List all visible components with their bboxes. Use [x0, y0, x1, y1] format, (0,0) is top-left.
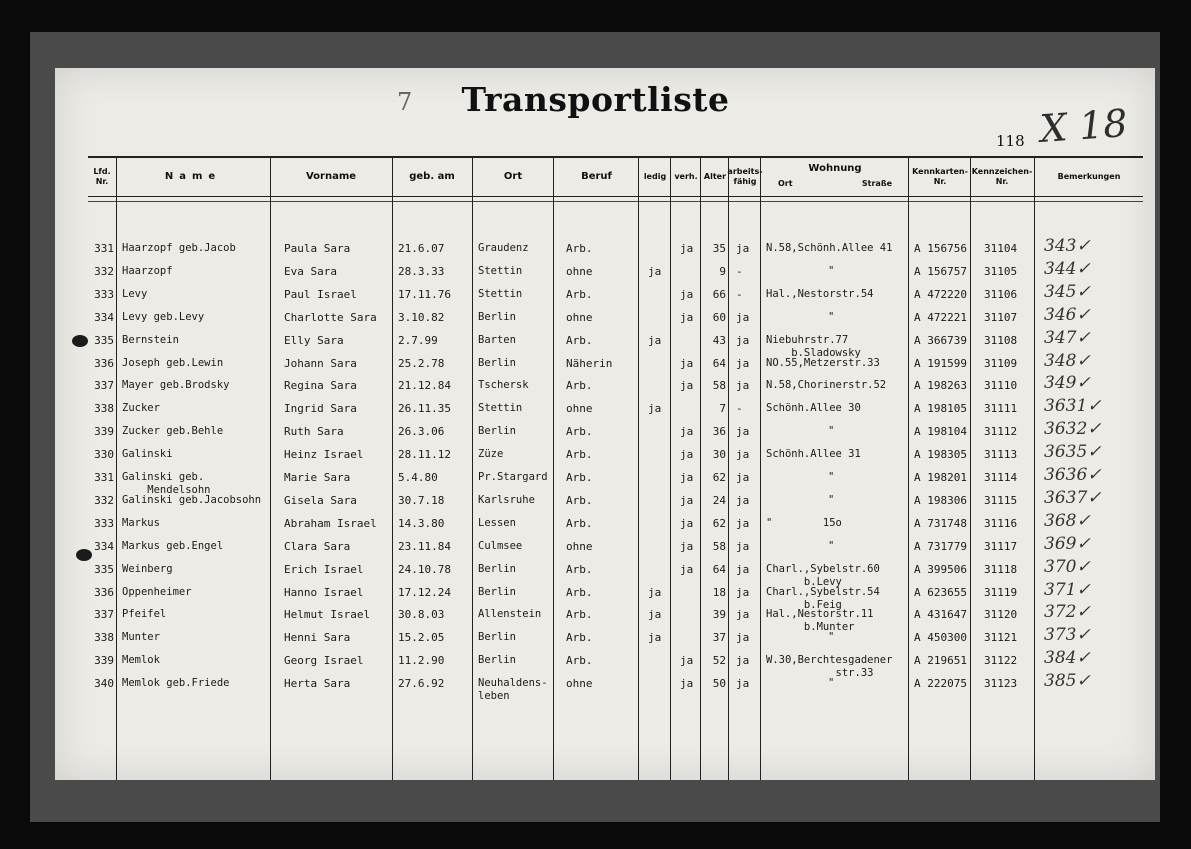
- row-name: Memlok geb.Friede: [122, 677, 230, 689]
- row-age: 64: [712, 357, 726, 370]
- row-birthdate: 23.11.84: [398, 540, 451, 553]
- row-number: 332: [94, 494, 114, 507]
- row-identifier-number: 31104: [984, 242, 1018, 255]
- row-birthplace: Berlin: [478, 311, 516, 323]
- page-number: 118: [996, 132, 1025, 150]
- row-fit-for-work: ja: [736, 608, 750, 621]
- row-remark-handwritten: 3635✓: [1044, 442, 1102, 462]
- row-name: Pfeifel: [122, 608, 167, 620]
- header-geb-am: geb. am: [409, 170, 455, 182]
- header-double-rule: [88, 201, 1143, 202]
- row-identifier-number: 31107: [984, 311, 1018, 324]
- header-kennkarten-nr: Kennkarten- Nr.: [912, 167, 968, 186]
- row-birthplace: Lessen: [478, 517, 516, 529]
- row-identifier-number: 31108: [984, 334, 1018, 347]
- row-remark-handwritten: 3636✓: [1044, 465, 1102, 485]
- row-married: ja: [680, 311, 694, 324]
- header-wohnung: [762, 158, 908, 196]
- row-name: Oppenheimer: [122, 586, 192, 598]
- header-alter: Alter: [703, 172, 727, 181]
- row-vorname: Marie Sara: [284, 471, 351, 484]
- row-residence: N.58,Schönh.Allee 41: [766, 242, 893, 254]
- row-married: ja: [680, 517, 694, 530]
- row-vorname: Paul Israel: [284, 288, 357, 301]
- row-birthdate: 28.11.12: [398, 448, 451, 461]
- row-residence: Charl.,Sybelstr.54 b.Feig: [766, 586, 880, 611]
- row-age: 30: [712, 448, 726, 461]
- row-birthplace: Neuhaldens- leben: [478, 677, 548, 702]
- row-id-card-number: A 366739: [914, 334, 967, 347]
- row-age: 9: [719, 265, 726, 278]
- row-occupation: ohne: [566, 540, 593, 553]
- row-birthplace: Tschersk: [478, 379, 529, 391]
- row-number: 335: [94, 563, 114, 576]
- row-residence: ": [828, 540, 835, 552]
- row-residence: ": [828, 471, 835, 483]
- row-name: Galinski geb.Jacobsohn: [122, 494, 262, 506]
- row-identifier-number: 31118: [984, 563, 1018, 576]
- row-birthdate: 27.6.92: [398, 677, 445, 690]
- handwritten-archive-mark: X 18: [1038, 101, 1129, 151]
- row-id-card-number: A 399506: [914, 563, 967, 576]
- row-age: 36: [712, 425, 726, 438]
- row-name: Weinberg: [122, 563, 173, 575]
- row-remark-handwritten: 371✓: [1044, 580, 1091, 600]
- row-fit-for-work: ja: [736, 494, 750, 507]
- row-occupation: Arb.: [566, 494, 593, 507]
- row-birthdate: 30.8.03: [398, 608, 445, 621]
- row-number: 339: [94, 654, 114, 667]
- column-rule: [116, 156, 117, 780]
- row-remark-handwritten: 349✓: [1044, 373, 1091, 393]
- row-id-card-number: A 198305: [914, 448, 967, 461]
- row-vorname: Heinz Israel: [284, 448, 364, 461]
- row-vorname: Erich Israel: [284, 563, 364, 576]
- row-remark-handwritten: 347✓: [1044, 328, 1091, 348]
- row-id-card-number: A 623655: [914, 586, 967, 599]
- row-vorname: Herta Sara: [284, 677, 351, 690]
- row-name: Haarzopf: [122, 265, 173, 277]
- row-occupation: Arb.: [566, 334, 593, 347]
- row-number: 333: [94, 517, 114, 530]
- row-birthplace: Pr.Stargard: [478, 471, 548, 483]
- row-remark-handwritten: 369✓: [1044, 534, 1091, 554]
- row-vorname: Georg Israel: [284, 654, 364, 667]
- row-birthplace: Culmsee: [478, 540, 523, 552]
- row-number: 337: [94, 608, 114, 621]
- row-birthplace: Berlin: [478, 654, 516, 666]
- row-vorname: Hanno Israel: [284, 586, 364, 599]
- row-occupation: Arb.: [566, 242, 593, 255]
- row-occupation: Arb.: [566, 288, 593, 301]
- header-wohnung-ort: Ort: [778, 179, 793, 188]
- row-birthdate: 25.2.78: [398, 357, 445, 370]
- row-id-card-number: A 191599: [914, 357, 967, 370]
- row-fit-for-work: ja: [736, 448, 750, 461]
- row-id-card-number: A 472221: [914, 311, 967, 324]
- row-remark-handwritten: 3637✓: [1044, 488, 1102, 508]
- row-age: 62: [712, 517, 726, 530]
- column-rule: [392, 156, 393, 780]
- header-vorname: Vorname: [305, 170, 357, 182]
- row-identifier-number: 31110: [984, 379, 1018, 392]
- row-married: ja: [680, 494, 694, 507]
- header-verh: verh.: [674, 172, 698, 181]
- row-married: ja: [680, 425, 694, 438]
- row-name: Galinski: [122, 448, 173, 460]
- row-remark-handwritten: 370✓: [1044, 557, 1091, 577]
- row-age: 7: [719, 402, 726, 415]
- row-residence: ": [828, 631, 835, 643]
- row-id-card-number: A 450300: [914, 631, 967, 644]
- row-occupation: Arb.: [566, 654, 593, 667]
- row-residence: W.30,Berchtesgadener str.33: [766, 654, 893, 679]
- row-name: Munter: [122, 631, 160, 643]
- row-vorname: Paula Sara: [284, 242, 351, 255]
- row-id-card-number: A 156757: [914, 265, 967, 278]
- row-birthplace: Stettin: [478, 288, 523, 300]
- row-remark-handwritten: 372✓: [1044, 602, 1091, 622]
- row-residence: ": [828, 265, 835, 277]
- row-name: Levy geb.Levy: [122, 311, 205, 323]
- column-rule: [970, 156, 971, 780]
- row-identifier-number: 31115: [984, 494, 1018, 507]
- row-birthplace: Karlsruhe: [478, 494, 535, 506]
- row-vorname: Ingrid Sara: [284, 402, 357, 415]
- row-birthdate: 21.12.84: [398, 379, 451, 392]
- row-fit-for-work: ja: [736, 631, 750, 644]
- row-birthdate: 30.7.18: [398, 494, 445, 507]
- row-age: 24: [712, 494, 726, 507]
- row-vorname: Gisela Sara: [284, 494, 357, 507]
- row-married: ja: [680, 379, 694, 392]
- header-beruf: Beruf: [581, 170, 612, 182]
- row-birthdate: 26.11.35: [398, 402, 451, 415]
- row-married: ja: [680, 357, 694, 370]
- row-age: 52: [712, 654, 726, 667]
- row-age: 39: [712, 608, 726, 621]
- row-birthplace: Berlin: [478, 586, 516, 598]
- row-remark-handwritten: 344✓: [1044, 259, 1091, 279]
- column-rule: [760, 156, 761, 780]
- row-occupation: Arb.: [566, 608, 593, 621]
- row-occupation: ohne: [566, 311, 593, 324]
- row-identifier-number: 31117: [984, 540, 1018, 553]
- row-name: Mayer geb.Brodsky: [122, 379, 230, 391]
- row-name: Joseph geb.Lewin: [122, 357, 224, 369]
- row-fit-for-work: -: [736, 265, 743, 278]
- row-identifier-number: 31121: [984, 631, 1018, 644]
- row-id-card-number: A 219651: [914, 654, 967, 667]
- row-id-card-number: A 198263: [914, 379, 967, 392]
- row-age: 66: [712, 288, 726, 301]
- row-residence: N.58,Chorinerstr.52: [766, 379, 887, 391]
- row-vorname: Henni Sara: [284, 631, 351, 644]
- row-occupation: Arb.: [566, 448, 593, 461]
- row-residence: Charl.,Sybelstr.60 b.Levy: [766, 563, 880, 588]
- row-number: 338: [94, 402, 114, 415]
- row-single: ja: [648, 586, 662, 599]
- row-name: Galinski geb. Mendelsohn: [122, 471, 211, 496]
- row-fit-for-work: ja: [736, 563, 750, 576]
- row-identifier-number: 31105: [984, 265, 1018, 278]
- row-married: ja: [680, 654, 694, 667]
- row-identifier-number: 31120: [984, 608, 1018, 621]
- row-birthdate: 15.2.05: [398, 631, 445, 644]
- row-age: 60: [712, 311, 726, 324]
- row-fit-for-work: ja: [736, 425, 750, 438]
- row-birthplace: Berlin: [478, 357, 516, 369]
- column-rule: [670, 156, 671, 780]
- row-number: 330: [94, 448, 114, 461]
- row-occupation: Arb.: [566, 425, 593, 438]
- row-vorname: Ruth Sara: [284, 425, 344, 438]
- row-fit-for-work: ja: [736, 471, 750, 484]
- row-occupation: Arb.: [566, 471, 593, 484]
- row-id-card-number: A 731779: [914, 540, 967, 553]
- row-residence: " 15o: [766, 517, 842, 529]
- row-vorname: Helmut Israel: [284, 608, 371, 621]
- column-rule: [270, 156, 271, 780]
- row-birthdate: 28.3.33: [398, 265, 445, 278]
- row-number: 336: [94, 357, 114, 370]
- column-rule: [728, 156, 729, 780]
- row-fit-for-work: ja: [736, 379, 750, 392]
- row-birthdate: 21.6.07: [398, 242, 445, 255]
- row-id-card-number: A 198104: [914, 425, 967, 438]
- column-rule: [1034, 156, 1035, 780]
- header-ledig: ledig: [643, 172, 667, 181]
- header-wohnung-label: Wohnung: [808, 163, 862, 174]
- row-age: 58: [712, 379, 726, 392]
- row-birthdate: 11.2.90: [398, 654, 445, 667]
- row-number: 337: [94, 379, 114, 392]
- row-remark-handwritten: 348✓: [1044, 351, 1091, 371]
- row-id-card-number: A 198306: [914, 494, 967, 507]
- row-fit-for-work: ja: [736, 334, 750, 347]
- row-name: Bernstein: [122, 334, 179, 346]
- row-remark-handwritten: 346✓: [1044, 305, 1091, 325]
- row-age: 35: [712, 242, 726, 255]
- row-birthdate: 24.10.78: [398, 563, 451, 576]
- row-married: ja: [680, 471, 694, 484]
- row-name: Markus: [122, 517, 160, 529]
- row-number: 333: [94, 288, 114, 301]
- row-married: ja: [680, 563, 694, 576]
- column-rule: [638, 156, 639, 780]
- row-id-card-number: A 198201: [914, 471, 967, 484]
- row-remark-handwritten: 3631✓: [1044, 396, 1102, 416]
- row-occupation: ohne: [566, 677, 593, 690]
- row-remark-handwritten: 368✓: [1044, 511, 1091, 531]
- row-occupation: Arb.: [566, 563, 593, 576]
- row-single: ja: [648, 265, 662, 278]
- row-residence: NO.55,Metzerstr.33: [766, 357, 880, 369]
- row-birthplace: Allenstein: [478, 608, 542, 620]
- row-age: 43: [712, 334, 726, 347]
- row-occupation: Arb.: [566, 586, 593, 599]
- row-fit-for-work: -: [736, 288, 743, 301]
- row-number: 332: [94, 265, 114, 278]
- row-birthplace: Stettin: [478, 265, 523, 277]
- row-birthplace: Berlin: [478, 563, 516, 575]
- row-fit-for-work: -: [736, 402, 743, 415]
- row-residence: Schönh.Allee 30: [766, 402, 861, 414]
- row-id-card-number: A 198105: [914, 402, 967, 415]
- row-remark-handwritten: 373✓: [1044, 625, 1091, 645]
- row-id-card-number: A 431647: [914, 608, 967, 621]
- row-name: Zucker: [122, 402, 160, 414]
- row-birthplace: Berlin: [478, 425, 516, 437]
- row-married: ja: [680, 288, 694, 301]
- row-married: ja: [680, 677, 694, 690]
- row-birthdate: 17.11.76: [398, 288, 451, 301]
- row-birthdate: 26.3.06: [398, 425, 445, 438]
- row-fit-for-work: ja: [736, 654, 750, 667]
- row-vorname: Abraham Israel: [284, 517, 377, 530]
- row-age: 50: [712, 677, 726, 690]
- row-number: 340: [94, 677, 114, 690]
- pencil-mark: 7: [397, 88, 413, 116]
- row-single: ja: [648, 608, 662, 621]
- row-remark-handwritten: 3632✓: [1044, 419, 1102, 439]
- row-identifier-number: 31106: [984, 288, 1018, 301]
- row-number: 331: [94, 242, 114, 255]
- column-rule: [700, 156, 701, 780]
- row-number: 331: [94, 471, 114, 484]
- row-identifier-number: 31109: [984, 357, 1018, 370]
- row-identifier-number: 31122: [984, 654, 1018, 667]
- header-name: Name: [164, 170, 222, 182]
- row-fit-for-work: ja: [736, 311, 750, 324]
- row-fit-for-work: ja: [736, 540, 750, 553]
- row-single: ja: [648, 402, 662, 415]
- row-married: ja: [680, 448, 694, 461]
- row-id-card-number: A 731748: [914, 517, 967, 530]
- row-residence: ": [828, 677, 835, 689]
- row-number: 336: [94, 586, 114, 599]
- row-remark-handwritten: 343✓: [1044, 236, 1091, 256]
- row-occupation: Arb.: [566, 379, 593, 392]
- row-fit-for-work: ja: [736, 517, 750, 530]
- row-fit-for-work: ja: [736, 242, 750, 255]
- row-married: ja: [680, 242, 694, 255]
- row-identifier-number: 31111: [984, 402, 1018, 415]
- row-number: 334: [94, 540, 114, 553]
- row-occupation: Arb.: [566, 631, 593, 644]
- row-identifier-number: 31123: [984, 677, 1018, 690]
- row-birthplace: Stettin: [478, 402, 523, 414]
- row-birthplace: Züze: [478, 448, 504, 460]
- row-remark-handwritten: 384✓: [1044, 648, 1091, 668]
- header-kennzeichen-nr: Kennzeichen- Nr.: [971, 167, 1033, 186]
- row-fit-for-work: ja: [736, 357, 750, 370]
- row-vorname: Regina Sara: [284, 379, 357, 392]
- row-birthplace: Berlin: [478, 631, 516, 643]
- document-title: Transportliste: [461, 80, 730, 119]
- row-number: 334: [94, 311, 114, 324]
- row-vorname: Elly Sara: [284, 334, 344, 347]
- row-vorname: Charlotte Sara: [284, 311, 377, 324]
- row-residence: ": [828, 425, 835, 437]
- row-id-card-number: A 156756: [914, 242, 967, 255]
- row-age: 37: [712, 631, 726, 644]
- row-age: 18: [712, 586, 726, 599]
- row-birthplace: Graudenz: [478, 242, 529, 254]
- row-married: ja: [680, 540, 694, 553]
- row-id-card-number: A 472220: [914, 288, 967, 301]
- column-rule: [472, 156, 473, 780]
- punch-hole-mark: [72, 335, 88, 347]
- header-lfd-nr: Lfd. Nr.: [93, 167, 111, 186]
- row-residence: ": [828, 311, 835, 323]
- row-single: ja: [648, 334, 662, 347]
- row-single: ja: [648, 631, 662, 644]
- row-remark-handwritten: 345✓: [1044, 282, 1091, 302]
- row-identifier-number: 31112: [984, 425, 1018, 438]
- row-birthdate: 14.3.80: [398, 517, 445, 530]
- row-number: 339: [94, 425, 114, 438]
- row-vorname: Eva Sara: [284, 265, 337, 278]
- row-residence: Niebuhrstr.77 b.Sladowsky: [766, 334, 861, 359]
- header-wohnung-strasse: Straße: [861, 179, 892, 188]
- header-arbeitsfaehig: arbeits- fähig: [727, 167, 763, 186]
- row-name: Zucker geb.Behle: [122, 425, 224, 437]
- row-id-card-number: A 222075: [914, 677, 967, 690]
- row-age: 58: [712, 540, 726, 553]
- row-occupation: ohne: [566, 265, 593, 278]
- row-identifier-number: 31113: [984, 448, 1018, 461]
- row-birthdate: 3.10.82: [398, 311, 445, 324]
- row-vorname: Johann Sara: [284, 357, 357, 370]
- row-age: 62: [712, 471, 726, 484]
- row-occupation: Arb.: [566, 517, 593, 530]
- row-fit-for-work: ja: [736, 677, 750, 690]
- row-birthdate: 5.4.80: [398, 471, 438, 484]
- row-residence: ": [828, 494, 835, 506]
- row-name: Markus geb.Engel: [122, 540, 224, 552]
- row-name: Memlok: [122, 654, 160, 666]
- row-name: Haarzopf geb.Jacob: [122, 242, 236, 254]
- row-age: 64: [712, 563, 726, 576]
- row-remark-handwritten: 385✓: [1044, 671, 1091, 691]
- row-residence: Schönh.Allee 31: [766, 448, 861, 460]
- row-occupation: Näherin: [566, 357, 613, 370]
- row-birthdate: 17.12.24: [398, 586, 451, 599]
- row-identifier-number: 31114: [984, 471, 1018, 484]
- row-birthplace: Barten: [478, 334, 516, 346]
- row-name: Levy: [122, 288, 148, 300]
- row-residence: Hal.,Nestorstr.54: [766, 288, 874, 300]
- punch-hole-mark: [76, 549, 92, 561]
- header-bottom-rule: [88, 196, 1143, 197]
- row-occupation: ohne: [566, 402, 593, 415]
- header-bemerkungen: Bemerkungen: [1057, 172, 1121, 181]
- row-vorname: Clara Sara: [284, 540, 351, 553]
- header-ort: Ort: [503, 170, 523, 182]
- row-birthdate: 2.7.99: [398, 334, 438, 347]
- row-identifier-number: 31116: [984, 517, 1018, 530]
- row-identifier-number: 31119: [984, 586, 1018, 599]
- row-fit-for-work: ja: [736, 586, 750, 599]
- row-number: 338: [94, 631, 114, 644]
- row-residence: Hal.,Nestorstr.11 b.Munter: [766, 608, 874, 633]
- row-number: 335: [94, 334, 114, 347]
